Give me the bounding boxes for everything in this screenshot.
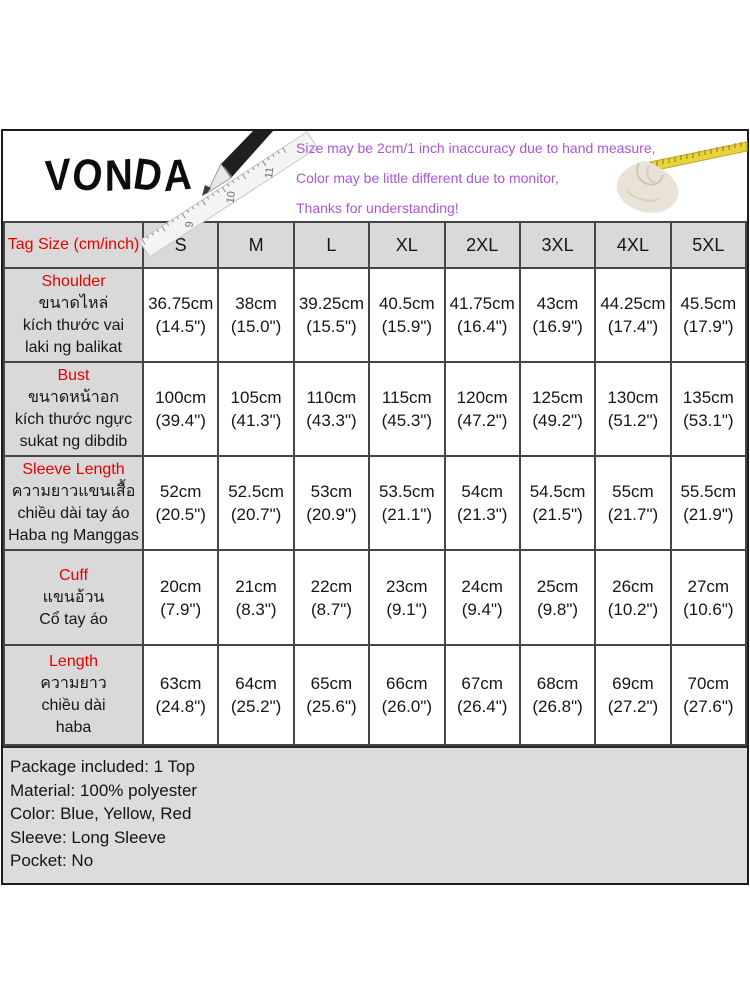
value-cm: 65cm bbox=[310, 674, 353, 693]
measure-value-cell bbox=[143, 362, 218, 456]
measure-label-cell bbox=[4, 456, 143, 550]
measure-label-translation: sukat ng dibdib bbox=[19, 433, 128, 450]
row-sleeve-length bbox=[4, 456, 746, 550]
value-inch: (10.6") bbox=[683, 599, 734, 619]
measure-value-cell bbox=[520, 645, 595, 745]
value-cm: 55.5cm bbox=[680, 482, 737, 501]
value-inch: (21.9") bbox=[683, 505, 734, 524]
value-inch: (15.9") bbox=[381, 317, 433, 336]
brand-logo-letter: D bbox=[130, 149, 168, 202]
measure-value-cell bbox=[445, 456, 520, 550]
banner-notes bbox=[296, 140, 656, 230]
measure-value-cell bbox=[143, 268, 218, 362]
measure-label-translation: ขนาดไหล่ bbox=[38, 295, 109, 312]
brand-logo-letter: A bbox=[163, 149, 195, 202]
value-cm: 25cm bbox=[536, 576, 579, 596]
value-cm: 38cm bbox=[235, 294, 277, 313]
value-cm: 23cm bbox=[386, 576, 428, 596]
banner-note-line: Size may be 2cm/1 inch inaccuracy due to hand measure, bbox=[296, 140, 656, 156]
size-header-xl: XL bbox=[369, 222, 444, 268]
size-table-body bbox=[4, 268, 746, 745]
measure-label-translation: Cổ tay áo bbox=[39, 610, 108, 628]
svg-text:11: 11 bbox=[263, 166, 277, 180]
svg-text:10: 10 bbox=[224, 190, 238, 205]
value-inch: (26.8") bbox=[532, 697, 583, 716]
measure-value-cell bbox=[595, 362, 670, 456]
measure-value-cell bbox=[595, 456, 670, 550]
value-inch: (10.2") bbox=[607, 599, 659, 619]
measure-value-cell bbox=[595, 268, 670, 362]
product-info-line: Pocket: No bbox=[10, 851, 94, 870]
value-inch: (17.9") bbox=[683, 317, 734, 336]
value-cm: 40.5cm bbox=[378, 294, 435, 313]
value-cm: 52cm bbox=[159, 482, 202, 501]
measure-label-translation: ความยาวแขนเสื้อ bbox=[11, 483, 136, 500]
value-inch: (9.8") bbox=[537, 599, 579, 619]
value-inch: (8.7") bbox=[310, 599, 352, 619]
measure-value-cell bbox=[369, 550, 444, 645]
value-cm: 54cm bbox=[461, 482, 503, 501]
tag-size-header-cell: Tag Size (cm/inch) bbox=[4, 222, 143, 268]
value-cm: 44.25cm bbox=[600, 294, 666, 313]
value-inch: (21.5") bbox=[532, 505, 583, 524]
brand-banner bbox=[3, 131, 747, 229]
measure-value-cell bbox=[671, 456, 746, 550]
value-cm: 22cm bbox=[310, 576, 353, 596]
measure-value-cell bbox=[445, 268, 520, 362]
brand-logo-letter: V bbox=[44, 149, 74, 202]
value-cm: 45.5cm bbox=[680, 294, 737, 313]
measure-value-cell bbox=[445, 550, 520, 645]
measure-label-translation: kích thước vai bbox=[22, 317, 125, 334]
measure-value-cell bbox=[218, 456, 293, 550]
value-inch: (45.3") bbox=[381, 411, 433, 430]
measure-label: Bust bbox=[57, 367, 90, 384]
value-inch: (16.9") bbox=[532, 317, 583, 336]
value-inch: (16.4") bbox=[456, 317, 508, 336]
value-inch: (26.4") bbox=[456, 697, 508, 716]
value-cm: 135cm bbox=[682, 388, 734, 407]
value-cm: 41.75cm bbox=[449, 294, 515, 313]
value-cm: 110cm bbox=[306, 388, 357, 407]
size-header-m: M bbox=[218, 222, 293, 268]
brand-logo-letter: N bbox=[104, 149, 135, 202]
size-header-4xl: 4XL bbox=[595, 222, 670, 268]
value-inch: (20.9") bbox=[306, 505, 357, 524]
value-inch: (49.2") bbox=[532, 411, 583, 430]
measure-label-cell bbox=[4, 268, 143, 362]
value-inch: (14.5") bbox=[155, 317, 206, 336]
value-inch: (21.3") bbox=[456, 505, 508, 524]
size-header-5xl: 5XL bbox=[671, 222, 746, 268]
measure-value-cell bbox=[445, 362, 520, 456]
value-cm: 20cm bbox=[159, 576, 202, 596]
value-inch: (26.0") bbox=[381, 697, 433, 716]
value-inch: (27.2") bbox=[607, 697, 659, 716]
size-table bbox=[3, 221, 747, 746]
measure-label-cell bbox=[4, 645, 143, 745]
measure-label-cell bbox=[4, 362, 143, 456]
measure-label: Shoulder bbox=[41, 273, 106, 290]
value-inch: (24.8") bbox=[155, 697, 206, 716]
value-inch: (27.6") bbox=[683, 697, 734, 716]
value-inch: (51.2") bbox=[607, 411, 659, 430]
measure-label-translation: ขนาดหน้าอก bbox=[27, 389, 119, 406]
measure-value-cell bbox=[369, 268, 444, 362]
value-cm: 26cm bbox=[612, 576, 654, 596]
measure-value-cell bbox=[218, 550, 293, 645]
measure-value-cell bbox=[294, 456, 369, 550]
measure-value-cell bbox=[294, 362, 369, 456]
size-chart-panel bbox=[1, 129, 749, 885]
measure-label-translation: แขนอ้วน bbox=[42, 588, 105, 606]
measure-value-cell bbox=[143, 645, 218, 745]
value-cm: 125cm bbox=[532, 388, 584, 407]
value-inch: (15.5") bbox=[306, 317, 357, 336]
value-inch: (41.3") bbox=[230, 411, 282, 430]
value-cm: 53.5cm bbox=[378, 482, 435, 501]
size-header-3xl: 3XL bbox=[520, 222, 595, 268]
measure-label: Sleeve Length bbox=[22, 461, 125, 478]
measure-value-cell bbox=[143, 456, 218, 550]
product-info-line: Material: 100% polyester bbox=[10, 780, 198, 800]
value-cm: 39.25cm bbox=[298, 294, 365, 313]
value-inch: (47.2") bbox=[456, 411, 508, 430]
measure-value-cell bbox=[445, 645, 520, 745]
value-cm: 27cm bbox=[687, 576, 730, 596]
value-cm: 55cm bbox=[612, 482, 654, 501]
value-inch: (8.3") bbox=[235, 599, 277, 619]
row-cuff bbox=[4, 550, 746, 645]
size-header-l: L bbox=[294, 222, 369, 268]
value-cm: 66cm bbox=[386, 674, 428, 693]
measure-label: Cuff bbox=[58, 566, 89, 584]
pencil-ruler-illustration bbox=[161, 131, 299, 229]
size-header-s: S bbox=[143, 222, 218, 268]
value-cm: 100cm bbox=[155, 388, 207, 407]
measure-value-cell bbox=[520, 550, 595, 645]
value-inch: (43.3") bbox=[306, 411, 357, 430]
measure-value-cell bbox=[369, 456, 444, 550]
measure-value-cell bbox=[671, 645, 746, 745]
value-cm: 68cm bbox=[536, 674, 579, 693]
value-cm: 130cm bbox=[607, 388, 659, 407]
value-cm: 115cm bbox=[381, 388, 432, 407]
measure-value-cell bbox=[595, 550, 670, 645]
measure-label-translation: ความยาว bbox=[40, 675, 107, 692]
value-inch: (15.0") bbox=[230, 317, 282, 336]
value-cm: 64cm bbox=[235, 674, 277, 693]
value-cm: 63cm bbox=[159, 674, 202, 693]
brand-logo-letter: O bbox=[69, 149, 108, 202]
measure-value-cell bbox=[369, 645, 444, 745]
measure-label-translation: kích thước ngực bbox=[14, 411, 133, 428]
value-inch: (20.5") bbox=[155, 505, 206, 524]
measure-value-cell bbox=[671, 550, 746, 645]
value-inch: (53.1") bbox=[683, 411, 734, 430]
row-length bbox=[4, 645, 746, 745]
measure-value-cell bbox=[218, 645, 293, 745]
value-inch: (25.2") bbox=[230, 697, 282, 716]
measure-value-cell bbox=[218, 362, 293, 456]
value-cm: 24cm bbox=[461, 576, 503, 596]
value-inch: (21.1") bbox=[381, 505, 433, 524]
product-info-line: Color: Blue, Yellow, Red bbox=[10, 804, 192, 823]
value-cm: 70cm bbox=[687, 674, 730, 693]
measure-value-cell bbox=[520, 456, 595, 550]
measure-label-translation: laki ng balikat bbox=[25, 339, 122, 356]
measure-label-translation: haba bbox=[55, 719, 92, 736]
value-cm: 36.75cm bbox=[148, 294, 214, 313]
value-inch: (7.9") bbox=[160, 599, 202, 619]
value-cm: 105cm bbox=[230, 388, 282, 407]
value-inch: (9.1") bbox=[386, 599, 428, 619]
value-cm: 54.5cm bbox=[529, 482, 586, 501]
value-inch: (17.4") bbox=[607, 317, 659, 336]
measure-value-cell bbox=[294, 645, 369, 745]
row-bust bbox=[4, 362, 746, 456]
product-info-line: Package included: 1 Top bbox=[10, 757, 195, 776]
value-cm: 120cm bbox=[456, 388, 508, 407]
product-info-footer bbox=[3, 746, 747, 883]
measure-label-translation: Haba ng Manggas bbox=[8, 527, 139, 544]
value-cm: 43cm bbox=[536, 294, 579, 313]
measure-value-cell bbox=[143, 550, 218, 645]
measure-value-cell bbox=[294, 268, 369, 362]
measure-value-cell bbox=[294, 550, 369, 645]
measure-label: Length bbox=[49, 653, 98, 670]
value-inch: (9.4") bbox=[461, 599, 503, 619]
value-cm: 69cm bbox=[612, 674, 654, 693]
svg-text:9: 9 bbox=[183, 220, 197, 229]
measure-value-cell bbox=[218, 268, 293, 362]
measure-label-cell bbox=[4, 550, 143, 645]
value-inch: (39.4") bbox=[155, 411, 206, 430]
measure-value-cell bbox=[520, 362, 595, 456]
measure-value-cell bbox=[369, 362, 444, 456]
measure-value-cell bbox=[595, 645, 670, 745]
value-cm: 52.5cm bbox=[228, 482, 284, 501]
size-header-2xl: 2XL bbox=[445, 222, 520, 268]
value-cm: 21cm bbox=[235, 576, 277, 596]
value-cm: 53cm bbox=[310, 482, 353, 501]
measure-label-translation: chiều dài tay áo bbox=[17, 505, 130, 522]
hand-ruler-illustration bbox=[605, 133, 747, 219]
row-shoulder bbox=[4, 268, 746, 362]
value-inch: (25.6") bbox=[306, 697, 357, 716]
measure-label-translation: chiều dài bbox=[41, 697, 106, 714]
measure-value-cell bbox=[671, 362, 746, 456]
banner-note-line: Color may be little different due to monitor, bbox=[296, 170, 559, 186]
product-info-line: Sleeve: Long Sleeve bbox=[10, 827, 166, 847]
value-inch: (21.7") bbox=[607, 505, 659, 524]
banner-note-line: Thanks for understanding! bbox=[296, 200, 459, 216]
measure-value-cell bbox=[671, 268, 746, 362]
value-cm: 67cm bbox=[461, 674, 503, 693]
value-inch: (20.7") bbox=[230, 505, 282, 524]
measure-value-cell bbox=[520, 268, 595, 362]
